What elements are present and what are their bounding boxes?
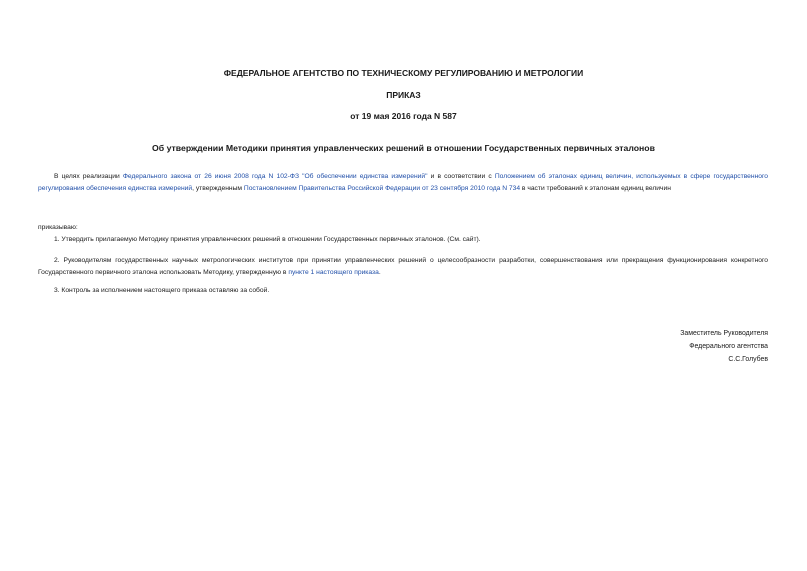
link-item-1[interactable]: пункте 1 настоящего приказа bbox=[288, 269, 379, 276]
intro-text-2: и в соответствии с bbox=[427, 173, 495, 180]
document-type: ПРИКАЗ bbox=[386, 90, 421, 100]
order-word: приказываю: bbox=[38, 224, 78, 231]
intro-text-4: в части требований к эталонам единиц величин bbox=[520, 185, 671, 192]
signature-block bbox=[680, 327, 768, 366]
intro-paragraph bbox=[38, 171, 768, 195]
order-item-3: 3. Контроль за исполнением настоящего приказа оставляю за собой. bbox=[54, 287, 270, 294]
agency-title: ФЕДЕРАЛЬНОЕ АГЕНТСТВО ПО ТЕХНИЧЕСКОМУ РЕГУЛИРОВАНИЮ И МЕТРОЛОГИИ bbox=[223, 68, 584, 78]
intro-text-1: В целях реализации bbox=[54, 173, 123, 180]
signature-position-line-1: Заместитель Руководителя bbox=[680, 330, 768, 337]
link-government-resolution[interactable]: Постановлением Правительства Российской Федерации от 23 сентября 2010 года N 734 bbox=[243, 185, 521, 192]
intro-text-3: , утвержденным bbox=[192, 185, 244, 192]
order-item-1: 1. Утвердить прилагаемую Методику принятия управленческих решений в отношении Государственных первичных эталонов. (См. сайт). bbox=[54, 236, 481, 243]
document-subject: Об утверждении Методики принятия управленческих решений в отношении Государственных первичных эталонов bbox=[152, 143, 655, 153]
document-date-number: от 19 мая 2016 года N 587 bbox=[350, 111, 457, 121]
signature-name: С.С.Голубев bbox=[728, 356, 768, 363]
signature-position-line-2: Федерального агентства bbox=[689, 343, 768, 350]
link-regulation[interactable]: Положением об эталонах единиц величин, используемых в сфере государственного регулирования обеспечения единства измерений bbox=[38, 173, 769, 192]
order-item-2 bbox=[38, 255, 768, 279]
order-item-2-text: 2. Руководителям государственных научных метрологических институтов при принятии управленческих решений о целесообразности разработки, совершенствования или прекращения функционирования конкретного Государственного первичного эталона использовать Методику, утвержденную в bbox=[38, 257, 768, 276]
order-item-2-end: . bbox=[378, 269, 381, 276]
link-federal-law[interactable]: Федерального закона от 26 июня 2008 года N 102-ФЗ "Об обеспечении единства измерений" bbox=[122, 173, 428, 180]
